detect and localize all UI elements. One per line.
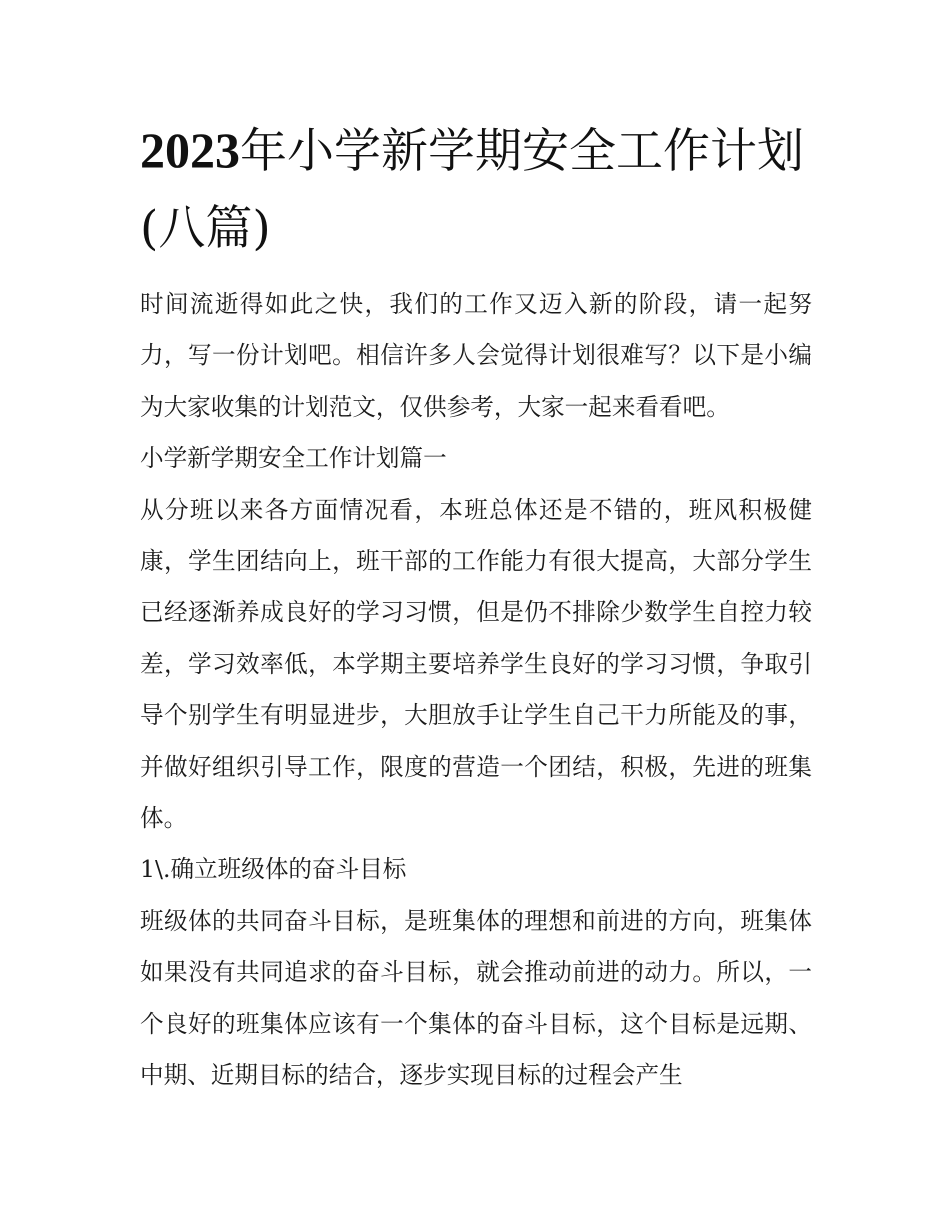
intro-paragraph: 时间流逝得如此之快，我们的工作又迈入新的阶段，请一起努力，写一份计划吧。相信许多人会觉得计划很难写？以下是小编为大家收集的计划范文，仅供参考，大家一起来看看吧。 xyxy=(140,290,812,421)
document-title xyxy=(140,112,820,267)
subsection-heading: 1\.确立班级体的奋斗目标 xyxy=(140,855,407,884)
body-paragraph: 从分班以来各方面情况看，本班总体还是不错的，班风积极健康，学生团结向上，班干部的工作能力有很大提高，大部分学生已经逐渐养成良好的学习习惯，但是仍不排除少数学生自控力较差，学习效率低，本学期主要培养学生良好的学习习惯，争取引导个别学生有明显进步，大胆放手让学生自己干力所能及的事，并做好组织引导工作，限度的营造一个团结，积极，先进的班集体。 xyxy=(140,495,812,833)
body-paragraph: 班级体的共同奋斗目标，是班集体的理想和前进的方向，班集体如果没有共同追求的奋斗目标，就会推动前进的动力。所以，一个良好的班集体应该有一个集体的奋斗目标，这个目标是远期、中期、近期目标的结合，逐步实现目标的过程会产生 xyxy=(140,906,812,1090)
title-year: 2023 xyxy=(140,122,240,178)
document-body xyxy=(140,279,812,1102)
title-text: 年小学新学期安全工作计划(八篇) xyxy=(140,124,804,256)
section-heading: 小学新学期安全工作计划篇一 xyxy=(140,444,447,473)
